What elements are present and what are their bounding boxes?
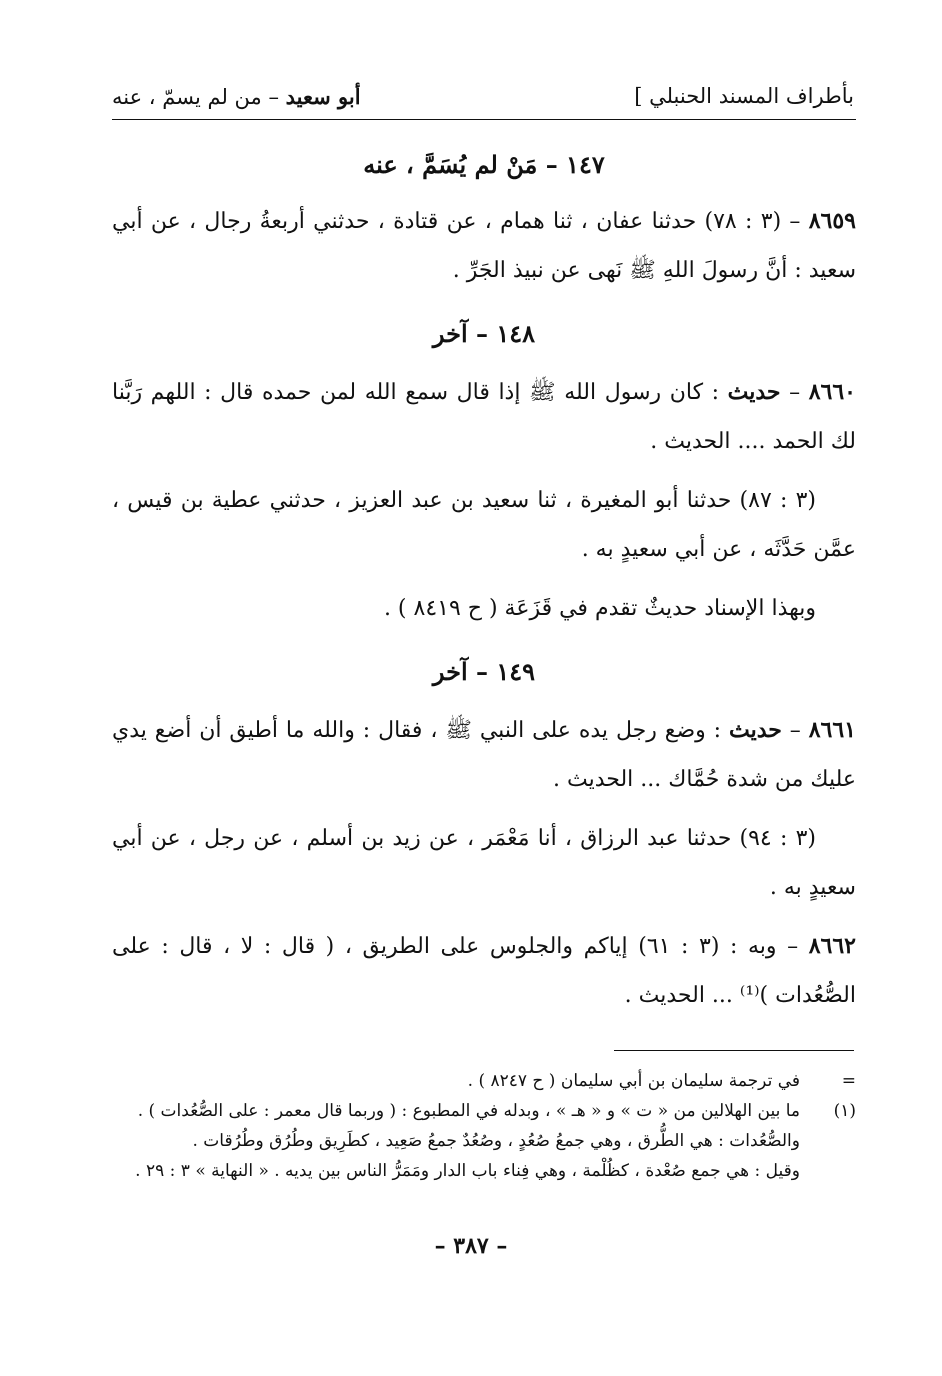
book-title: بأطراف المسند الحنبلي ]: [634, 84, 854, 108]
hadith-number: ٨٦٦٠: [808, 379, 856, 405]
main-text: [112, 140, 856, 1030]
footnote-text: في ترجمة سليمان بن أبي سليمان ( ح ٨٢٤٧ ) .: [467, 1071, 800, 1091]
section-heading: [112, 84, 361, 109]
footnote-marker: (١): [833, 1101, 856, 1121]
footnotes: [112, 1066, 856, 1186]
hadith-keyword: حديث: [727, 379, 781, 405]
footnote-1: [112, 1096, 856, 1126]
hadith-text: : وضع رجل يده على النبي ﷺ ، فقال : والله ما أطيق أن أضع يدي عليك من شدة حُمَّاك ... الحديث .: [112, 718, 856, 792]
note-8660: وبهذا الإسناد حديثٌ تقدم في قَزَعَة ( ح ٨٤١٩ ) .: [383, 596, 816, 621]
section-title-148: ١٤٨ – آخر: [432, 319, 536, 348]
hadith-keyword: حديث: [729, 717, 782, 743]
hadith-8661: ٨٦٦١ – حديث : وضع رجل يده على النبي ﷺ ، فقال : والله ما أطيق أن أضع يدي عليك من شدة حُمَّاك ... الحديث .: [112, 717, 856, 792]
page-number: – ٣٨٧ –: [434, 1233, 508, 1259]
hadith-number: ٨٦٦١: [808, 717, 856, 743]
footnote-1-line2: والصُّعُدات : هي الطُّرق ، وهي جمعُ صُعُدٍ ، وصُعُدٌ جمعُ صَعِيد ، كطَرِيق وطُرُق وطُرُقات .: [192, 1131, 800, 1151]
hadith-text: – (٣ : ٧٨) حدثنا عفان ، ثنا همام ، عن قتادة ، حدثني أربعةُ رجال ، عن أبي سعيد : أنَّ رسولَ اللهِ ﷺ نَهى عن نبيذ الجَرِّ .: [112, 209, 856, 283]
header-divider: [112, 119, 856, 120]
section-title-147: ١٤٧ – مَنْ لم يُسَمَّ ، عنه: [363, 150, 605, 179]
hadith-8662: [112, 922, 856, 1020]
footnote-1-line3: وقيل : هي جمع صُعْدة ، كظُلْمة ، وهي فِناء باب الدار ومَمَرُّ الناس بين يديه . « النهاية » ٣ : ٢٩ .: [135, 1161, 800, 1181]
footnote-marker: =: [841, 1071, 856, 1091]
isnad-8660: (٣ : ٨٧) حدثنا أبو المغيرة ، ثنا سعيد بن عبد العزيز ، حدثني عطية بن قيس ، عمَّن حَدَّثَه ، عن أبي سعيدٍ به .: [112, 488, 856, 562]
running-header: [112, 82, 854, 118]
footnote-divider: [614, 1050, 854, 1051]
isnad-8661: (٣ : ٩٤) حدثنا عبد الرزاق ، أنا مَعْمَر ، عن زيد بن أسلم ، عن رجل ، عن أبي سعيدٍ به .: [112, 826, 856, 900]
footnote-carry: [112, 1066, 856, 1096]
hadith-text: : كان رسول الله ﷺ إذا قال سمع الله لمن حمده قال : اللهم رَبَّنا لك الحمد .... الحديث .: [112, 380, 856, 454]
hadith-8660: ٨٦٦٠ – حديث : كان رسول الله ﷺ إذا قال سمع الله لمن حمده قال : اللهم رَبَّنا لك الحمد .... الحديث .: [112, 379, 856, 454]
hadith-number: ٨٦٥٩: [808, 208, 856, 234]
hadith-number: ٨٦٦٢: [808, 933, 856, 959]
footnote-text: ما بين الهلالين من « ت » و « هـ » ، وبدله في المطبوع : ( وربما قال معمر : على الصُّعُدات ) .: [137, 1101, 800, 1121]
section-title-149: ١٤٩ – آخر: [432, 657, 536, 686]
section-sub: – من لم يسمّ ، عنه: [112, 85, 279, 109]
hadith-text: – وبه : (٣ : ٦١) إياكم والجلوس على الطريق ، ( قال : لا ، قال : على الصُّعُدات )⁽¹⁾ ... الحديث .: [112, 934, 856, 1008]
hadith-8659: [112, 197, 856, 295]
section-name: أبو سعيد: [285, 84, 361, 109]
